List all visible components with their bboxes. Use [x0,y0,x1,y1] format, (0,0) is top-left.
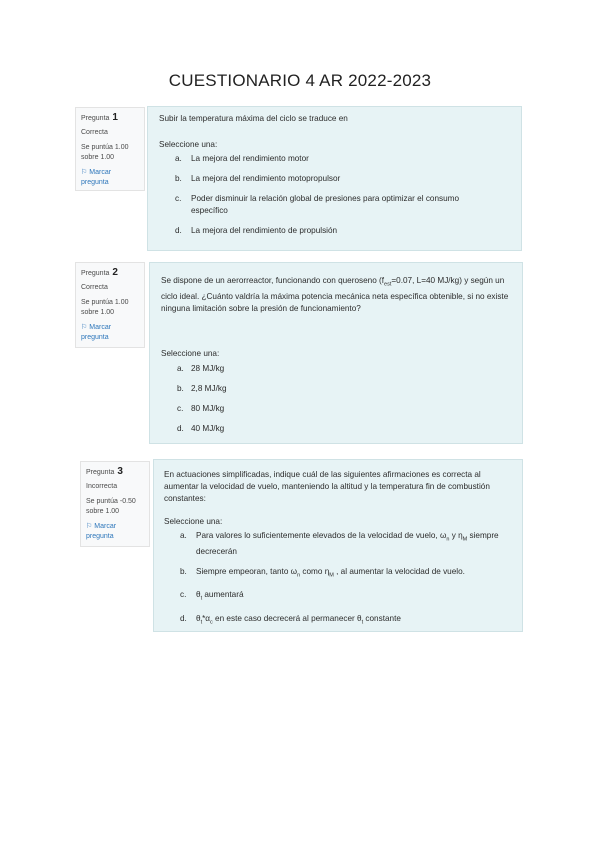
answer-subscript: t [200,595,203,602]
answer-subscript: t [200,619,203,626]
answer-text-part: constante [363,613,401,623]
question-number-heading [81,268,140,279]
question-info-3 [80,461,150,547]
answer-letter: b. [175,174,182,183]
answer-letter: c. [180,590,187,600]
answer-letter: d. [177,423,184,433]
answer-option[interactable] [180,530,510,558]
answer-option[interactable] [175,173,509,185]
answer-subscript: c [210,619,213,626]
answer-letter: c. [177,403,184,413]
answer-subscript: M [462,536,468,543]
question-info-2 [75,262,145,348]
question-grade: Se puntúa 1.00 sobre 1.00 [81,144,129,161]
question-number: 1 [112,112,118,123]
answer-text-part: , al aumentar la velocidad de vuelo. [333,566,465,576]
answer-text-part: en este caso decrecerá al permanecer θ [212,613,362,623]
flag-question-label: Marcar pregunta [86,523,117,540]
answer-option[interactable] [180,613,510,629]
question-state: Incorrecta [86,483,118,490]
answer-text: La mejora del rendimiento motor [191,154,309,163]
answer-letter: a. [177,363,184,373]
question-info-1 [75,107,145,191]
flag-question-label: Marcar pregunta [81,169,112,186]
answer-text: 40 MJ/kg [191,423,225,433]
answer-prompt: Seleccione una: [161,348,220,358]
answer-option[interactable] [177,363,510,375]
question-state: Correcta [81,284,108,291]
answer-text: Poder disminuir la relación global de presiones para optimizar el consumo específico [191,194,460,215]
question-text-part: =0.07, L=40 MJ/kg) y según un ciclo ideal. ¿Cuánto valdría la máxima potencia mecánica neta específica obtenible, si no existe ninguna limitación sobre la presión de funcionamiento? [161,276,509,313]
answer-prompt: Seleccione una: [164,517,223,526]
answer-text [196,613,510,629]
answer-text-part: Para valores lo suficientemente elevados de la velocidad de vuelo, ω [196,531,447,540]
answer-option[interactable] [177,403,510,415]
question-content-1 [147,106,522,251]
answer-text-part: θ [196,590,201,600]
question-text: Subir la temperatura máxima del ciclo se traduce en [159,114,348,123]
question-state: Correcta [81,129,108,136]
question-label: Pregunta [81,115,110,122]
question-number: 3 [117,466,123,477]
answer-letter: a. [180,531,187,540]
answer-option[interactable] [180,566,510,582]
answer-list [159,153,509,237]
question-content-2 [149,262,523,444]
answer-letter: c. [175,194,182,203]
answer-text: 80 MJ/kg [191,403,225,413]
flag-question-link[interactable] [81,168,140,188]
answer-subscript: n [297,572,301,579]
question-label: Pregunta [81,270,110,277]
answer-text-part: como η [300,566,330,576]
question-text-subscript: est [384,281,392,288]
question-text: En actuaciones simplificadas, indique cuál de las siguientes afirmaciones es correcta al aumentar la velocidad de vuelo, manteniendo la altitud y la temperatura fin de combustión constantes: [164,470,490,503]
answer-text: 28 MJ/kg [191,363,225,373]
answer-text-part: aumentará [202,590,244,600]
flag-question-link[interactable] [86,522,145,542]
question-content-3 [153,459,523,632]
answer-letter: d. [175,226,182,235]
question-number-heading [81,113,140,124]
answer-letter: d. [180,613,187,623]
answer-text-part: Siempre empeoran, tanto ω [196,566,298,576]
answer-list [164,530,510,629]
answer-text-part: y η [449,531,463,540]
question-number-heading [86,467,145,478]
answer-subscript: n [446,536,450,543]
question-label: Pregunta [86,469,115,476]
answer-text: 2,8 MJ/kg [191,383,227,393]
flag-icon: ⚐ [81,169,88,176]
flag-question-label: Marcar pregunta [81,324,112,341]
answer-text-part: *α [202,613,211,623]
answer-letter: a. [175,154,182,163]
answer-prompt: Seleccione una: [159,140,218,149]
answer-option[interactable] [175,225,509,237]
answer-list [161,363,510,435]
flag-icon: ⚐ [81,324,88,331]
answer-text-part: siempre decrecerán [196,531,499,556]
answer-letter: b. [180,566,187,576]
question-grade: Se puntúa -0.50 sobre 1.00 [86,498,136,515]
answer-option[interactable] [177,423,510,435]
answer-text-part: θ [196,613,201,623]
document-title: CUESTIONARIO 4 AR 2022-2023 [168,71,432,90]
answer-text [196,589,510,605]
answer-option[interactable] [177,383,510,395]
answer-text [196,530,504,558]
answer-text: La mejora del rendimiento de propulsión [191,226,338,235]
answer-subscript: M [329,572,334,579]
answer-text [196,566,510,582]
answer-option[interactable] [180,589,510,605]
flag-question-link[interactable] [81,323,140,343]
answer-option[interactable] [175,193,509,217]
flag-icon: ⚐ [86,523,93,530]
answer-letter: b. [177,383,184,393]
question-text-part: Se dispone de un aerorreactor, funcionando con queroseno (f [161,276,385,285]
answer-option[interactable] [175,153,509,165]
question-grade: Se puntúa 1.00 sobre 1.00 [81,299,129,316]
answer-text: La mejora del rendimiento motopropulsor [191,174,341,183]
answer-subscript: t [361,619,364,626]
question-text [161,275,510,315]
question-number: 2 [112,267,118,278]
